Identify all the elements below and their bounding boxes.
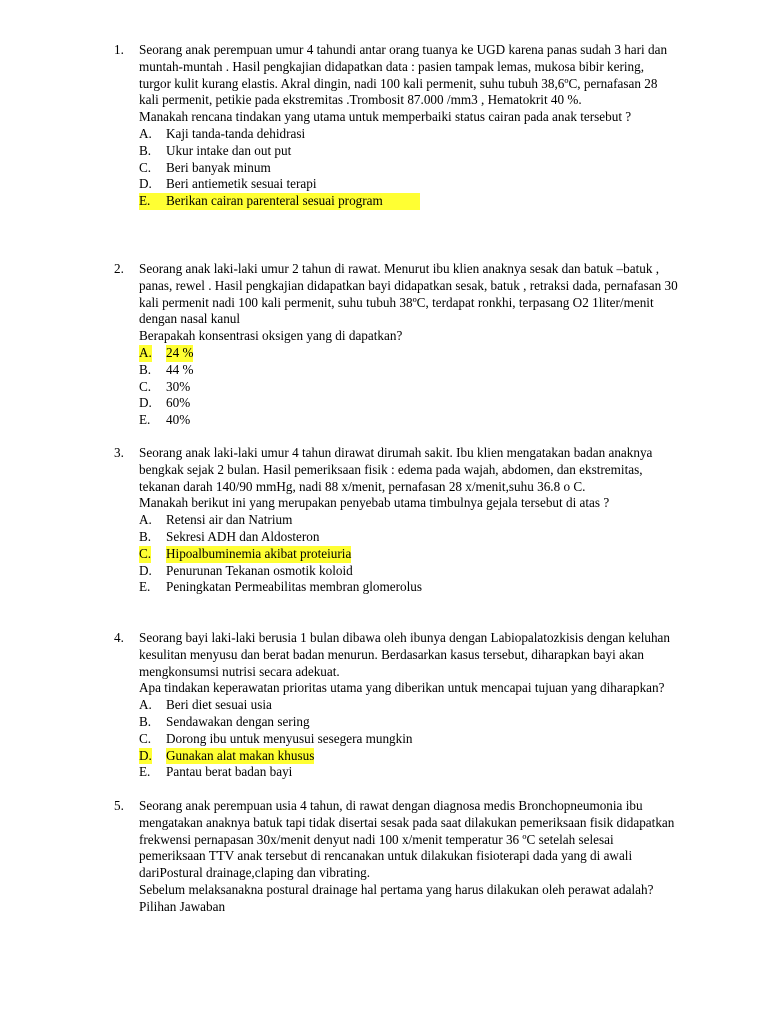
option-letter: D. — [139, 747, 152, 763]
option-letter: B. — [139, 361, 152, 377]
question-3 — [114, 445, 679, 596]
option-text: Penurunan Tekanan osmotik koloid — [166, 562, 353, 578]
option-letter: D. — [139, 395, 152, 411]
option-e — [139, 764, 679, 781]
option-a — [139, 512, 679, 529]
option-list — [139, 345, 679, 429]
option-a — [139, 126, 679, 143]
option-letter: C. — [139, 730, 152, 746]
option-letter: E. — [139, 579, 151, 595]
option-d — [139, 563, 679, 580]
option-letter: A. — [139, 697, 152, 713]
option-a-highlighted-answer — [139, 345, 679, 362]
option-letter: D. — [139, 176, 152, 192]
question-number: 5. — [114, 798, 124, 813]
option-list — [139, 512, 679, 596]
question-number: 3. — [114, 445, 124, 460]
question-prompt: Manakah berikut ini yang merupakan penyebab utama timbulnya gejala tersebut di atas ? — [139, 495, 610, 511]
option-text: Retensi air dan Natrium — [166, 512, 293, 528]
question-stem: Seorang anak laki-laki umur 2 tahun di rawat. Menurut ibu klien anaknya sesak dan batuk –batuk , panas, rewel . Hasil pengkajian didapatkan bayi didapatkan sesak, batuk , retraksi dada, pernafasan 30 kali permenit nadi 100 kali permenit, suhu tubuh 38ºC, terdapat ronkhi, terpasang O2 1liter/menit dengan nasal kanul — [139, 261, 678, 327]
question-4 — [114, 630, 679, 781]
option-letter: C. — [139, 545, 152, 561]
question-number: 2. — [114, 261, 124, 276]
option-text: Beri banyak minum — [166, 159, 271, 175]
option-e — [139, 412, 679, 429]
question-number: 1. — [114, 42, 124, 57]
option-b — [139, 714, 679, 731]
option-text: Ukur intake dan out put — [166, 142, 292, 158]
question-prompt: Manakah rencana tindakan yang utama untuk memperbaiki status cairan pada anak tersebut ? — [139, 109, 632, 125]
option-text: 44 % — [166, 361, 194, 377]
option-e — [139, 579, 679, 596]
option-text: Sendawakan dengan sering — [166, 713, 310, 729]
question-2 — [114, 261, 679, 429]
question-number: 4. — [114, 630, 124, 645]
option-text: Dorong ibu untuk menyusui sesegera mungkin — [166, 730, 413, 746]
option-b — [139, 143, 679, 160]
option-text: Pantau berat badan bayi — [166, 764, 293, 780]
option-text: Hipoalbuminemia akibat proteiuria — [166, 545, 352, 561]
question-prompt: Apa tindakan keperawatan prioritas utama yang diberikan untuk mencapai tujuan yang diharapkan? — [139, 680, 665, 696]
option-text: Peningkatan Permeabilitas membran glomerolus — [166, 579, 422, 595]
option-letter: C. — [139, 159, 152, 175]
option-text: Beri diet sesuai usia — [166, 697, 272, 713]
question-stem: Seorang bayi laki-laki berusia 1 bulan dibawa oleh ibunya dengan Labiopalatozkisis dengan keluhan kesulitan menyusu dan berat badan menurun. Berdasarkan kasus tersebut, diharapkan bayi akan mengkonsumsi nutrisi secara adekuat. — [139, 630, 671, 679]
question-stem: Seorang anak perempuan usia 4 tahun, di rawat dengan diagnosa medis Bronchopneumonia ibu mengatakan anaknya batuk tapi tidak disertai sesak pada saat dilakukan pemeriksaan fisik didapatkan frekwensi pernapasan 30x/menit denyut nadi 100 x/menit temperatur 36 ºC setelah selesai pemeriksaan TTV anak tersebut di rencanakan untuk dilakukan fisioterapi dada yang di awali dariPostural drainage,claping dan vibrating. — [139, 798, 675, 881]
option-b — [139, 529, 679, 546]
option-c — [139, 379, 679, 396]
option-e-highlighted-answer — [139, 193, 420, 210]
option-letter: E. — [139, 764, 151, 780]
option-text: Sekresi ADH dan Aldosteron — [166, 528, 320, 544]
option-b — [139, 362, 679, 379]
option-letter: A. — [139, 125, 152, 141]
option-c-highlighted-answer — [139, 546, 679, 563]
option-letter: A. — [139, 344, 152, 360]
option-list — [139, 126, 679, 210]
question-prompt: Sebelum melaksanakna postural drainage hal pertama yang harus dilakukan oleh perawat adalah?Pilihan Jawaban — [139, 881, 654, 914]
option-text: Kaji tanda-tanda dehidrasi — [166, 125, 306, 141]
question-1 — [114, 42, 679, 210]
option-letter: E. — [139, 193, 151, 209]
option-letter: A. — [139, 512, 152, 528]
option-d — [139, 176, 679, 193]
option-text: 30% — [166, 378, 191, 394]
option-a — [139, 697, 679, 714]
option-letter: C. — [139, 378, 152, 394]
option-text: Beri antiemetik sesuai terapi — [166, 176, 317, 192]
option-letter: E. — [139, 412, 151, 428]
option-text: Berikan cairan parenteral sesuai program — [166, 193, 383, 209]
option-text: 40% — [166, 412, 191, 428]
option-text: 24 % — [166, 344, 194, 360]
question-stem: Seorang anak perempuan umur 4 tahundi antar orang tuanya ke UGD karena panas sudah 3 hari dan muntah-muntah . Hasil pengkajian didapatkan data : pasien tampak lemas, mukosa bibir kering, turgor kulit kurang elastis. Akral dingin, nadi 100 kali permenit, suhu tubuh 38,6ºC, pernafasan 28 kali permenit, petikie pada ekstremitas .Trombosit 87.000 /mm3 , Hematokrit 40 %. — [139, 42, 668, 108]
question-prompt: Berapakah konsentrasi oksigen yang di dapatkan? — [139, 328, 403, 344]
option-letter: D. — [139, 562, 152, 578]
option-d-highlighted-answer — [139, 748, 679, 765]
option-text: Gunakan alat makan khusus — [166, 747, 315, 763]
option-c — [139, 160, 679, 177]
option-text: 60% — [166, 395, 191, 411]
option-c — [139, 731, 679, 748]
question-5 — [114, 798, 679, 916]
option-letter: B. — [139, 142, 152, 158]
question-stem: Seorang anak laki-laki umur 4 tahun dirawat dirumah sakit. Ibu klien mengatakan badan anaknya bengkak sejak 2 bulan. Hasil pemeriksaan fisik : edema pada wajah, abdomen, dan ekstremitas, tekanan darah 140/90 mmHg, nadi 88 x/menit, pernafasan 28 x/menit,suhu 36.8 o C. — [139, 445, 653, 494]
option-letter: B. — [139, 713, 152, 729]
option-letter: B. — [139, 528, 152, 544]
option-list — [139, 697, 679, 781]
option-d — [139, 395, 679, 412]
